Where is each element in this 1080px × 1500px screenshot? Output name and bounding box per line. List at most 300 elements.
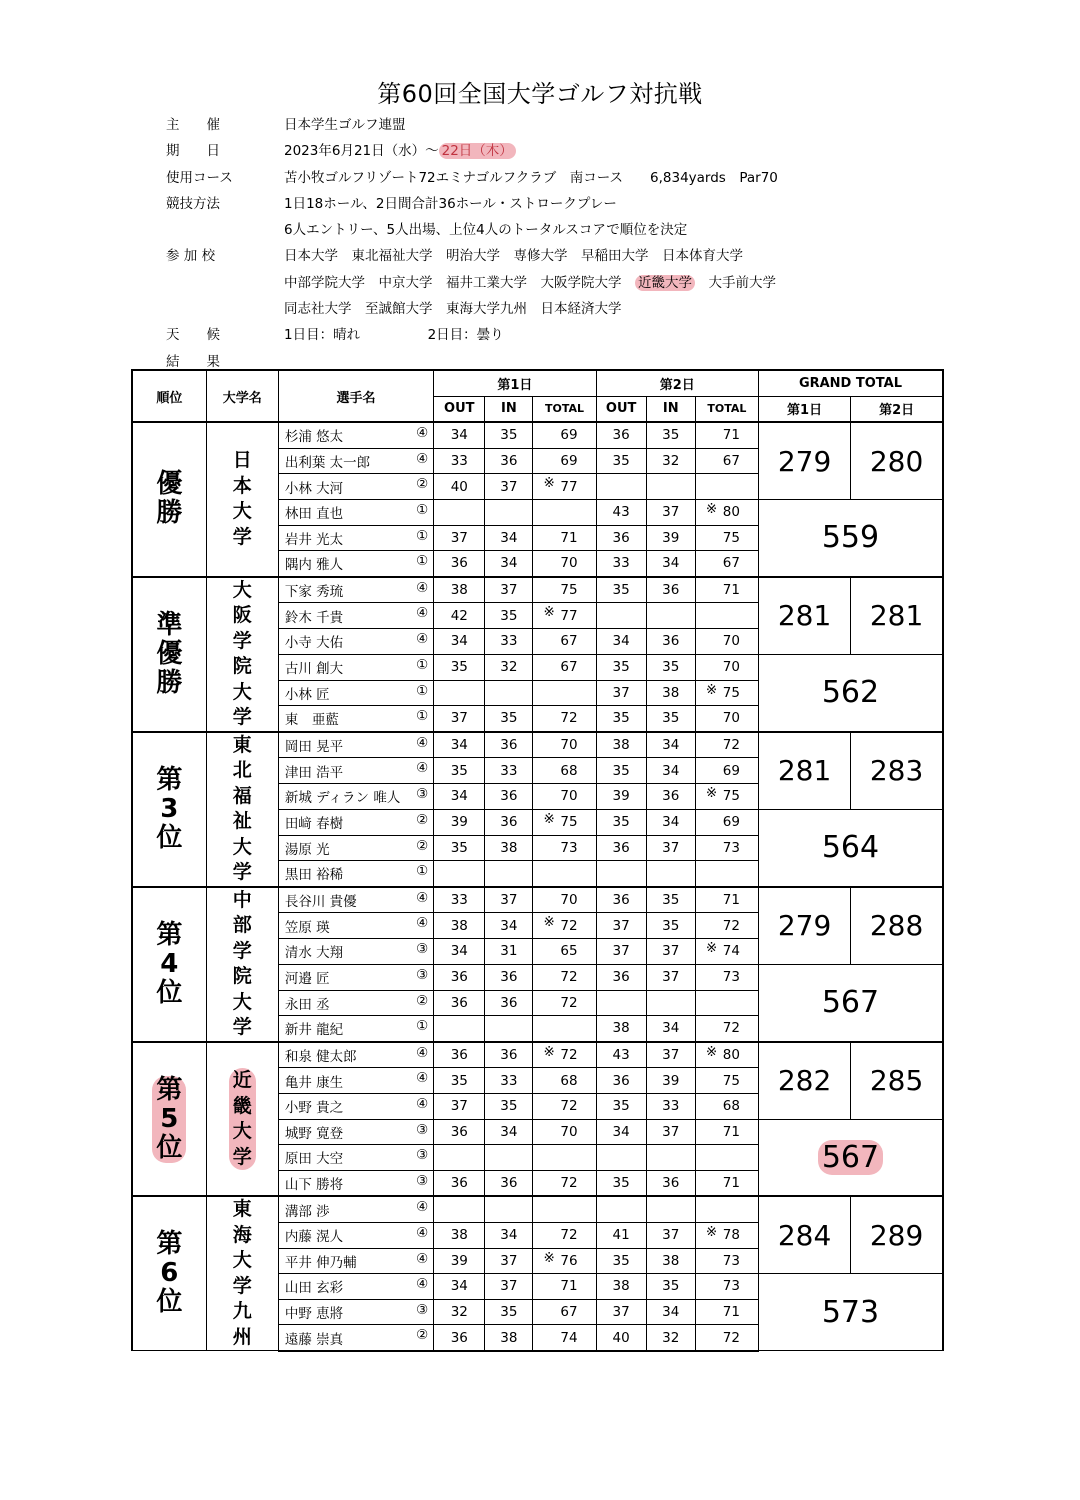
score-out: 36	[596, 1068, 646, 1094]
player-year: ④	[416, 889, 429, 906]
score-out: 36	[596, 887, 646, 913]
player-year: ①	[416, 682, 429, 699]
grand-total-cell	[758, 809, 943, 887]
score-out: 34	[434, 628, 485, 654]
grand-total-day2: 285	[851, 1042, 943, 1119]
excluded-mark: ※	[705, 1223, 718, 1240]
header-player: 選手名	[278, 370, 433, 422]
score-total-value: 68	[560, 1072, 578, 1089]
score-out	[596, 1196, 646, 1222]
score-total-value: 75	[560, 582, 578, 599]
score-in: 33	[485, 1068, 533, 1094]
grand-total-day2: 288	[851, 887, 943, 964]
player-year: ④	[416, 1276, 429, 1293]
score-total-value: 65	[560, 943, 578, 960]
player-name: 山田 玄彩	[284, 1280, 344, 1297]
excluded-mark: ※	[705, 784, 718, 801]
score-total-value: 78	[722, 1227, 740, 1244]
score-in: 36	[646, 783, 695, 809]
score-total	[695, 628, 758, 654]
score-out: 38	[596, 732, 646, 758]
info-row	[160, 270, 960, 296]
player-name: 永田 丞	[284, 996, 330, 1013]
score-total-value: 71	[722, 427, 740, 444]
header-day1-out: OUT	[434, 396, 485, 422]
rank-cell	[132, 577, 206, 732]
score-out: 37	[434, 1093, 485, 1119]
score-out: 34	[434, 938, 485, 964]
player-cell	[278, 603, 433, 629]
score-out	[434, 1196, 485, 1222]
player-year: ③	[416, 1172, 429, 1189]
university-cell	[206, 1042, 278, 1197]
info-value: 苫小牧ゴルフリゾート72エミナゴルフクラブ 南コース 6,834yards Par70	[284, 169, 778, 186]
score-out: 35	[596, 577, 646, 603]
score-total	[533, 1196, 596, 1222]
player-cell	[278, 1093, 433, 1119]
player-year: ①	[416, 863, 429, 880]
score-total	[533, 809, 596, 835]
score-total	[695, 706, 758, 732]
score-total	[695, 1222, 758, 1248]
header-day2: 第2日	[596, 370, 758, 396]
player-cell	[278, 887, 433, 913]
player-cell	[278, 1248, 433, 1274]
header-day1: 第1日	[434, 370, 596, 396]
score-total	[695, 1170, 758, 1196]
score-in: 37	[485, 1248, 533, 1274]
excluded-mark: ※	[705, 1043, 718, 1060]
score-total	[533, 1274, 596, 1300]
score-total	[533, 1016, 596, 1042]
score-out: 36	[434, 1042, 485, 1068]
score-total	[533, 654, 596, 680]
player-name: 小林 大河	[284, 480, 344, 497]
score-total	[533, 422, 596, 448]
score-total-value: 72	[560, 917, 578, 934]
player-cell	[278, 680, 433, 706]
score-total	[533, 861, 596, 887]
excluded-mark: ※	[705, 939, 718, 956]
score-total	[533, 1068, 596, 1094]
info-value-text: 中部学院大学 中京大学 福井工業大学 大阪学院大学	[284, 274, 635, 291]
rank-cell	[132, 887, 206, 1042]
score-in: 35	[646, 654, 695, 680]
score-in	[646, 1196, 695, 1222]
score-total	[533, 1093, 596, 1119]
grand-total-value: 573	[821, 1294, 880, 1330]
info-label: 主 催	[166, 117, 220, 133]
score-in: 36	[485, 1170, 533, 1196]
player-year: ④	[416, 605, 429, 622]
score-in: 34	[646, 732, 695, 758]
university-name: 東 北 福 祉 大 学	[232, 733, 252, 884]
score-in: 35	[485, 603, 533, 629]
score-total-value: 70	[722, 659, 740, 676]
grand-total-day2: 283	[851, 732, 943, 809]
header-day2-out: OUT	[596, 396, 646, 422]
score-out: 38	[596, 1016, 646, 1042]
player-year: ④	[416, 450, 429, 467]
score-out: 36	[596, 835, 646, 861]
player-cell	[278, 783, 433, 809]
info-value	[284, 138, 960, 164]
score-total	[695, 1016, 758, 1042]
header-rank: 順位	[132, 370, 206, 422]
university-cell	[206, 887, 278, 1042]
score-in: 35	[485, 1093, 533, 1119]
score-out: 37	[596, 913, 646, 939]
rank-label: 準 優 勝	[156, 609, 183, 698]
player-year: ②	[416, 476, 429, 493]
score-total	[695, 835, 758, 861]
score-in: 38	[485, 835, 533, 861]
score-total-value: 72	[560, 1098, 578, 1115]
player-cell	[278, 422, 433, 448]
player-name: 原田 大空	[284, 1151, 344, 1168]
score-total-value: 75	[722, 529, 740, 546]
score-in: 37	[646, 964, 695, 990]
score-out	[596, 861, 646, 887]
excluded-mark: ※	[705, 681, 718, 698]
score-in	[646, 990, 695, 1016]
score-out: 36	[434, 1119, 485, 1145]
score-out: 38	[434, 1222, 485, 1248]
table-row	[132, 1196, 943, 1222]
score-in: 34	[646, 1016, 695, 1042]
score-in	[646, 1145, 695, 1171]
score-total-value: 67	[560, 633, 578, 650]
score-out: 43	[596, 1042, 646, 1068]
university-name: 大 阪 学 院 大 学	[232, 578, 252, 729]
score-out	[434, 1016, 485, 1042]
player-name: 田﨑 春樹	[284, 816, 344, 833]
score-out: 39	[434, 809, 485, 835]
player-name: 内藤 滉人	[284, 1229, 344, 1246]
score-total-value: 71	[722, 1175, 740, 1192]
score-total-value: 71	[722, 582, 740, 599]
score-total-value: 67	[722, 555, 740, 572]
score-out: 35	[596, 1170, 646, 1196]
player-cell	[278, 628, 433, 654]
rank-label: 第 5 位	[152, 1076, 186, 1163]
grand-total-day1: 279	[758, 422, 850, 499]
player-name: 長谷川 貴優	[284, 894, 357, 911]
score-total	[695, 732, 758, 758]
player-name: 小林 匠	[284, 686, 330, 703]
score-in: 35	[485, 706, 533, 732]
score-total	[695, 577, 758, 603]
score-in: 35	[646, 913, 695, 939]
score-total-value: 73	[560, 839, 578, 856]
score-in: 34	[646, 758, 695, 784]
info-row	[160, 322, 960, 348]
player-name: 中野 恵將	[284, 1305, 344, 1322]
score-total	[695, 964, 758, 990]
score-out: 34	[596, 1119, 646, 1145]
score-total	[695, 654, 758, 680]
score-out	[596, 474, 646, 500]
score-total-value: 71	[722, 892, 740, 909]
score-in: 34	[485, 1222, 533, 1248]
score-total-value: 76	[560, 1252, 578, 1269]
grand-total-day1: 282	[758, 1042, 850, 1119]
score-total-value: 80	[722, 504, 740, 521]
score-total	[533, 1170, 596, 1196]
score-out: 38	[434, 913, 485, 939]
score-total	[533, 758, 596, 784]
university-name: 東 海 大 学 九 州	[232, 1198, 252, 1348]
info-value: 同志社大学 至誠館大学 東海大学九州 日本経済大学	[284, 301, 622, 318]
score-total	[533, 835, 596, 861]
score-out: 35	[434, 758, 485, 784]
score-in: 34	[485, 551, 533, 577]
player-cell	[278, 1196, 433, 1222]
score-total	[533, 706, 596, 732]
player-cell	[278, 654, 433, 680]
player-cell	[278, 938, 433, 964]
player-year: ①	[416, 527, 429, 544]
excluded-mark: ※	[543, 475, 555, 492]
rank-cell	[132, 732, 206, 887]
score-total-value: 73	[722, 1252, 740, 1269]
excluded-mark: ※	[705, 500, 718, 517]
score-total	[533, 1222, 596, 1248]
score-in	[646, 474, 695, 500]
info-row	[160, 191, 960, 217]
score-total-value: 67	[560, 1303, 578, 1320]
info-label: 天 候	[166, 327, 220, 344]
player-cell	[278, 1042, 433, 1068]
score-in: 35	[646, 887, 695, 913]
score-in: 34	[646, 1299, 695, 1325]
player-cell	[278, 1274, 433, 1300]
score-in: 34	[485, 913, 533, 939]
player-year: ④	[416, 1250, 429, 1267]
score-total-value: 71	[722, 1123, 740, 1140]
score-total-value: 70	[560, 555, 578, 572]
header-university: 大学名	[206, 370, 278, 422]
score-in	[485, 861, 533, 887]
player-cell	[278, 1016, 433, 1042]
score-total-value: 69	[722, 814, 740, 831]
score-out: 35	[596, 1093, 646, 1119]
info-value: 6人エントリー、5人出場、上位4人のトータルスコアで順位を決定	[284, 222, 688, 239]
score-total	[695, 525, 758, 551]
info-row	[160, 138, 960, 164]
player-year: ④	[416, 425, 429, 442]
score-in: 33	[485, 758, 533, 784]
player-cell	[278, 990, 433, 1016]
highlighted-text: 22日（木）	[439, 143, 516, 159]
score-out	[434, 1145, 485, 1171]
score-out: 34	[596, 628, 646, 654]
info-label: 結 果	[166, 353, 220, 370]
player-year: ②	[416, 811, 429, 828]
university-name: 日 本 大 学	[232, 449, 252, 548]
score-total-value: 74	[560, 1329, 578, 1346]
grand-total-cell	[758, 1274, 943, 1351]
grand-total-day2: 281	[851, 577, 943, 654]
score-total	[533, 474, 596, 500]
player-name: 岩井 光太	[284, 531, 344, 548]
score-out: 37	[596, 938, 646, 964]
score-total	[695, 1248, 758, 1274]
rank-label: 優 勝	[156, 469, 183, 529]
score-total	[533, 577, 596, 603]
player-year: ③	[416, 1121, 429, 1138]
player-name: 東 亜藍	[284, 712, 339, 729]
grand-total-day2: 280	[851, 422, 943, 499]
score-out: 33	[596, 551, 646, 577]
score-in: 37	[646, 1119, 695, 1145]
score-out: 35	[596, 654, 646, 680]
player-cell	[278, 448, 433, 474]
score-in: 36	[485, 783, 533, 809]
score-total	[695, 1299, 758, 1325]
grand-total-value: 567	[821, 985, 880, 1021]
player-name: 清水 大翔	[284, 945, 344, 962]
score-in: 37	[485, 1274, 533, 1300]
player-name: 遠藤 崇真	[284, 1331, 344, 1348]
score-out: 38	[434, 577, 485, 603]
highlighted-text: 近畿大学	[635, 275, 695, 291]
player-year: ③	[416, 785, 429, 802]
player-cell	[278, 1299, 433, 1325]
player-cell	[278, 809, 433, 835]
score-total	[533, 551, 596, 577]
score-total	[695, 990, 758, 1016]
player-year: ④	[416, 579, 429, 596]
score-total-value: 71	[722, 1303, 740, 1320]
player-name: 鈴木 千貴	[284, 609, 344, 626]
university-cell	[206, 422, 278, 577]
score-out	[434, 680, 485, 706]
player-year: ②	[416, 992, 429, 1009]
excluded-mark: ※	[543, 914, 555, 931]
score-total	[533, 913, 596, 939]
info-row	[160, 112, 960, 138]
score-in: 36	[485, 1042, 533, 1068]
player-year: ④	[416, 1070, 429, 1087]
score-in	[485, 1016, 533, 1042]
score-total	[533, 680, 596, 706]
score-total-value: 72	[722, 1020, 740, 1037]
score-in: 32	[646, 448, 695, 474]
info-value: 1日目：晴れ 2日目：曇り	[284, 327, 504, 344]
score-total-value: 72	[722, 1329, 740, 1346]
score-total	[533, 1325, 596, 1351]
player-year: ④	[416, 1224, 429, 1241]
score-in	[485, 1145, 533, 1171]
score-out	[434, 499, 485, 525]
grand-total-cell	[758, 499, 943, 576]
score-total-value: 72	[560, 1227, 578, 1244]
info-label: 競技方法	[166, 195, 220, 212]
score-total	[533, 783, 596, 809]
player-year: ①	[416, 656, 429, 673]
score-in: 36	[646, 628, 695, 654]
player-cell	[278, 706, 433, 732]
score-total	[695, 1119, 758, 1145]
score-in: 33	[646, 1093, 695, 1119]
header-grand-total: GRAND TOTAL	[758, 370, 943, 396]
score-out: 36	[596, 964, 646, 990]
info-label	[160, 217, 284, 243]
score-total	[533, 964, 596, 990]
score-total	[695, 551, 758, 577]
score-total-value: 70	[560, 892, 578, 909]
player-name: 新城 ディラン 唯人	[284, 790, 401, 807]
player-year: ①	[416, 501, 429, 518]
score-out: 34	[434, 783, 485, 809]
score-total	[695, 499, 758, 525]
score-out: 36	[596, 525, 646, 551]
excluded-mark: ※	[543, 1043, 555, 1060]
score-total	[695, 913, 758, 939]
score-total	[695, 887, 758, 913]
header-gt-day1: 第1日	[758, 396, 850, 422]
grand-total-cell	[758, 964, 943, 1042]
player-name: 平井 伸乃輔	[284, 1254, 357, 1271]
score-total	[695, 1274, 758, 1300]
player-name: 笠原 瑛	[284, 919, 330, 936]
grand-total-value: 567	[818, 1140, 883, 1175]
score-total	[695, 1093, 758, 1119]
player-name: 岡田 晃平	[284, 739, 344, 756]
rank-label: 第 4 位	[156, 919, 183, 1008]
score-out: 36	[596, 422, 646, 448]
info-value: 1日18ホール、2日間合計36ホール・ストロークプレー	[284, 195, 617, 212]
score-out: 35	[596, 1248, 646, 1274]
score-total	[695, 1042, 758, 1068]
score-in: 37	[485, 474, 533, 500]
score-in: 39	[646, 1068, 695, 1094]
player-name: 河邉 匠	[284, 971, 330, 988]
grand-total-day2: 289	[851, 1196, 943, 1273]
score-total-value: 69	[560, 453, 578, 470]
score-in: 36	[485, 964, 533, 990]
score-total	[533, 1119, 596, 1145]
header-day2-total: TOTAL	[695, 396, 758, 422]
score-in: 33	[485, 628, 533, 654]
university-cell	[206, 732, 278, 887]
score-out: 37	[434, 525, 485, 551]
info-row	[160, 217, 960, 243]
score-total	[695, 1325, 758, 1351]
score-total	[533, 1248, 596, 1274]
player-cell	[278, 861, 433, 887]
player-name: 亀井 康生	[284, 1074, 344, 1091]
info-label: 使用コース	[166, 169, 233, 186]
player-name: 新井 龍紀	[284, 1022, 344, 1039]
grand-total-value: 564	[821, 830, 880, 866]
table-row	[132, 1042, 943, 1068]
grand-total-day1: 281	[758, 577, 850, 654]
score-in: 39	[646, 525, 695, 551]
score-in: 37	[646, 1222, 695, 1248]
score-out: 38	[596, 1274, 646, 1300]
score-out: 35	[434, 1068, 485, 1094]
player-cell	[278, 577, 433, 603]
player-year: ④	[416, 734, 429, 751]
grand-total-value: 559	[821, 520, 880, 556]
player-name: 下家 秀琉	[284, 584, 344, 601]
score-in: 37	[646, 938, 695, 964]
score-total-value: 69	[722, 762, 740, 779]
score-total-value: 73	[722, 1278, 740, 1295]
score-in: 34	[646, 809, 695, 835]
